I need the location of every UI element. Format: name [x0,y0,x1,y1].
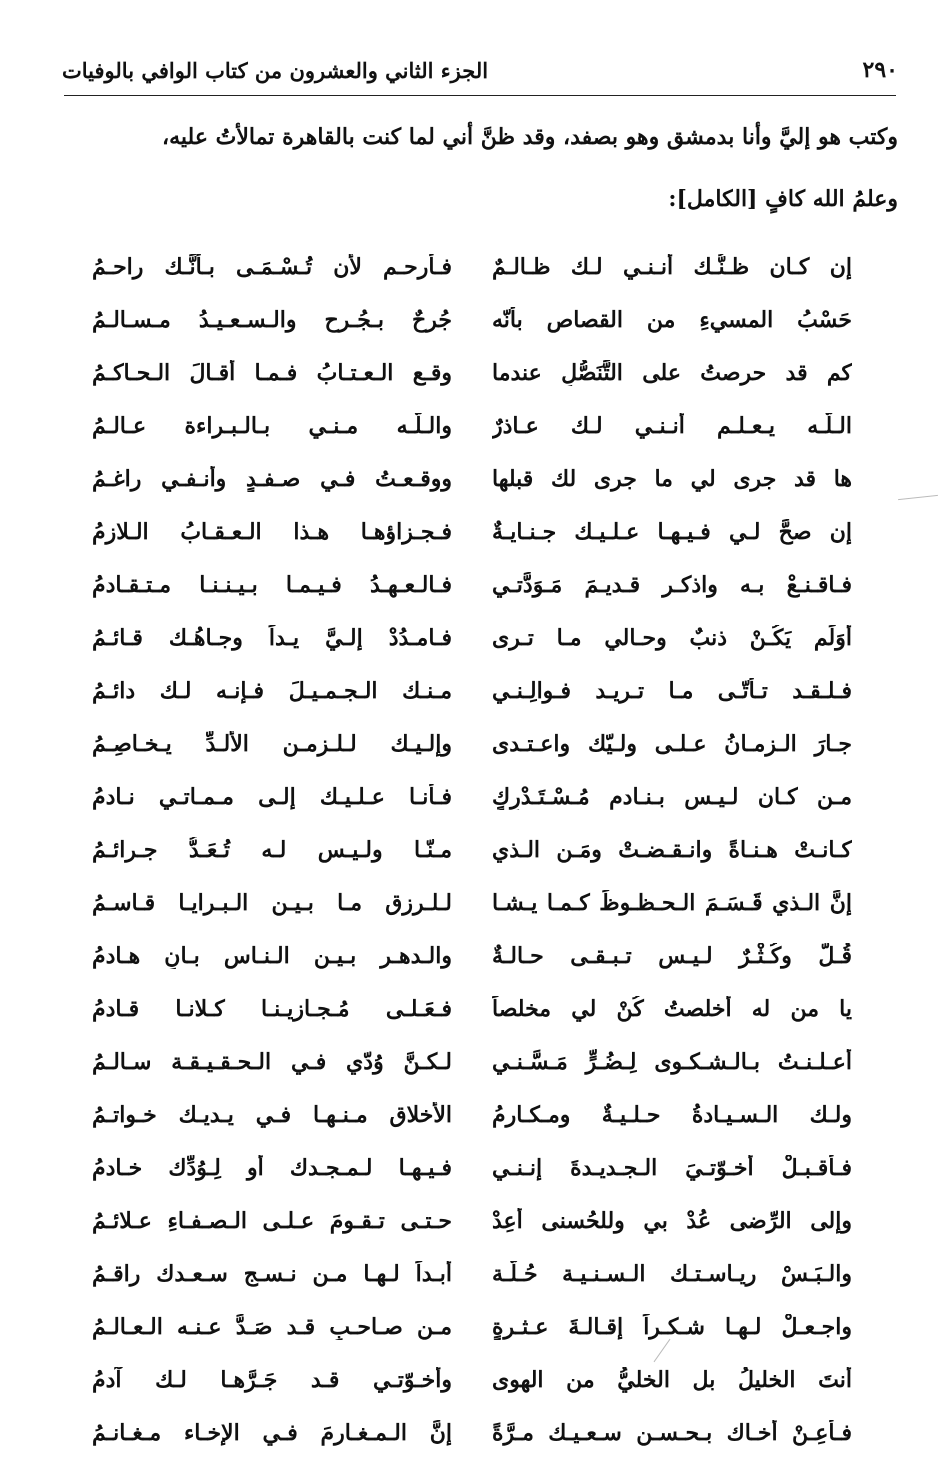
hemistich-right: فـلـقـد تـأتّـى مـا تـريـد فـوالِـنـي [492,677,852,704]
verse-6 [92,505,852,558]
hemistich-right: كم قد حرصتُ على التَّنَصُّلِ عندما [492,359,852,386]
hemistich-right: إن كـان ظـنُّـك أنـنـي لـك ظـالـمٌ [492,253,852,280]
hemistich-left: وأخـوّتـي قـد جَـرَّهـا لـك آدمُ [92,1366,452,1393]
verse-22 [92,1353,852,1406]
hemistich-left: الأخلاقِ مـنـهـا فـي يـديـك خـواتـمُ [92,1101,452,1128]
hemistich-left: مـن صـاحـبٍ قـد صَـدَّ عـنـه الـعـالـمُ [92,1313,452,1340]
verse-21 [92,1300,852,1353]
verse-12 [92,823,852,876]
hemistich-left: وقـع الـعـتـابُ فـمـا أقـالَ الـحـاكـمُ [92,359,452,386]
verse-13 [92,876,852,929]
header-rule [64,95,896,96]
verse-20 [92,1247,852,1300]
hemistich-left: حـتـى تـقـومَ عـلـى الـصـفـاءِ عـلائـمُ [92,1207,452,1234]
hemistich-left: مـنـك الـجـمـيـلَ فـإنـه لـك دائـمُ [92,677,452,704]
hemistich-left: جُرحٌ بـجُـرحٍ والـسـعـيـدُ مـسـالـمُ [92,306,452,333]
verse-8 [92,611,852,664]
hemistich-left: لـكـنَّ وُدّي فـي الـحـقـيـقـة سـالـمُ [92,1048,452,1075]
hemistich-right: إن صحَّ لـي فـيـهـا عـلـيـك جـنـايـةٌ [492,518,852,545]
hemistich-right: فـأقـبـلْ أخـوّتـيَ الـجـديـدةَ إنـنـي [492,1154,852,1181]
hemistich-right: قُـلٌّ وكُـثْـرٌ لـيـس تـبـقـى حـالـةٌ [492,942,852,969]
hemistich-left: فـأرحـم لأن تُـسْـمَـى بـأنَّـك راحـمُ [92,253,452,280]
hemistich-right: أنتَ الخليلُ بل الخليُّ من الهوى [492,1366,852,1393]
hemistich-right: إنَّ الـذي قَـسَـمَ الـحـظـوظَ كـمـا يـشـا [492,889,852,916]
prose-line-2: وعلمُ الله كافٍ [الكامل]: [668,186,898,212]
hemistich-right: حَسْبُ المسيءِ من القصاص بأنّه [492,306,852,333]
verse-17 [92,1088,852,1141]
hemistich-right: ولـك الـسـيـادةُ حـلـيـةٌ ومـكـارمُ [492,1101,852,1128]
hemistich-left: ووقـعـتُ فـي صـفـدٍ وأنـفـي راغـمُ [92,465,452,492]
hemistich-left: والـدهـر بـيـن الـنـاس بـانٍ هـادمُ [92,942,452,969]
hemistich-left: إنَّ الـمـغـارمَ فـي الإخـاء مـغـانـمُ [92,1419,452,1446]
page-number: ٢٩٠ [862,57,898,83]
verse-3 [92,346,852,399]
hemistich-right: فـأعِـنْ أخـاك بـحـسـن سـعـيـك مـرَّةً [492,1419,852,1446]
verse-10 [92,717,852,770]
verse-23 [92,1406,852,1459]
hemistich-right: مـن كـان لـيـس بـنـادم مُـسْـتَـدْرِكٍ [492,783,852,810]
verse-5 [92,452,852,505]
verse-7 [92,558,852,611]
hemistich-left: لـلـرزقِ مـا بـيـن الـبـرايـا قـاسـمُ [92,889,452,916]
hemistich-left: فـعَـلـى مُـجـازيـنـا كـلانـا قـادمُ [92,995,452,1022]
hemistich-right: كـانـتْ هـنـاةً وانـقـضـتْ ومَـنِ الـذي [492,836,852,863]
scan-mark [898,495,938,500]
verse-2 [92,293,852,346]
verse-19 [92,1194,852,1247]
verse-15 [92,982,852,1035]
page-header [62,52,898,88]
verse-16 [92,1035,852,1088]
hemistich-right: الـلّـه يـعـلـم أنـنـي لـك عـاذرٌ [492,412,852,439]
hemistich-right: أوَلَم يَكُـنْ ذنبٌ وحـالي مـا تـرى [492,624,852,651]
verse-1 [92,240,852,293]
hemistich-right: جـارَ الـزمـانُ عـلـى ولـيّك واعـتـدى [492,730,852,757]
verse-14 [92,929,852,982]
verse-18 [92,1141,852,1194]
verse-11 [92,770,852,823]
running-title: الجزء الثاني والعشرون من كتاب الوافي بالوفيات [62,57,489,83]
poem [92,240,852,1459]
hemistich-right: واجـعـلْ لـهـا شـكـراً إقـالـةَ عـثـرةٍ [492,1313,852,1340]
verse-9 [92,664,852,717]
hemistich-right: يا من له أخلصتُ كُنْ لي مخلصاً [492,995,852,1022]
hemistich-right: ها قد جرى لي ما جرى لك قبلها [492,465,852,492]
hemistich-left: فـامـدُدْ إلـيَّ يـداً وجـاهُـك قـائـمُ [92,624,452,651]
hemistich-right: فـاقـنـعْ بـه واذكـر قـديـمَ مَـوَدَّتـي [492,571,852,598]
prose-line-1: وكتب هو إليَّ وأنا بدمشق وهو بصفد، وقد ظنَّ أني لما كنت بالقاهرة تمالأتُ عليه، [162,124,898,150]
hemistich-right: والـبَـسْ ريـاسـتـك الـسـنـيـة حُـلّـة [492,1260,852,1287]
verse-4 [92,399,852,452]
hemistich-left: أبـداً لـهـا مـن نـسـج سـعـدك راقـمُ [92,1260,452,1287]
hemistich-left: فـجـزاؤهـا هـذا الـعـقـابُ الـلازمُ [92,518,452,545]
hemistich-left: مـنّـا ولـيـس لـه تُـعَـدُّ جـرائـمُ [92,836,452,863]
hemistich-left: وإلـيـك لـلـزمـن الألـدِّ يـخـاصِـمُ [92,730,452,757]
hemistich-left: فـيـهـا لـمـجـدك أو لِـوُدِّك خـادمُ [92,1154,452,1181]
hemistich-left: والـلّـه مـنـي بـالـبـراءة عـالـمُ [92,412,452,439]
hemistich-left: فـالـعـهـدُ فـيـمـا بـيـنـنـا مـتـقـادمُ [92,571,452,598]
hemistich-right: وإلى الرِّضى عُدْ بي وللحُسنى أعِدْ [492,1207,852,1234]
hemistich-left: فـأنـا عـلـيـك إلـى مـمـاتـي نـادمُ [92,783,452,810]
hemistich-right: أعـلـنـتُ بـالـشـكـوى لِـضُـرٍّ مَـسَّـنـي [492,1048,852,1075]
